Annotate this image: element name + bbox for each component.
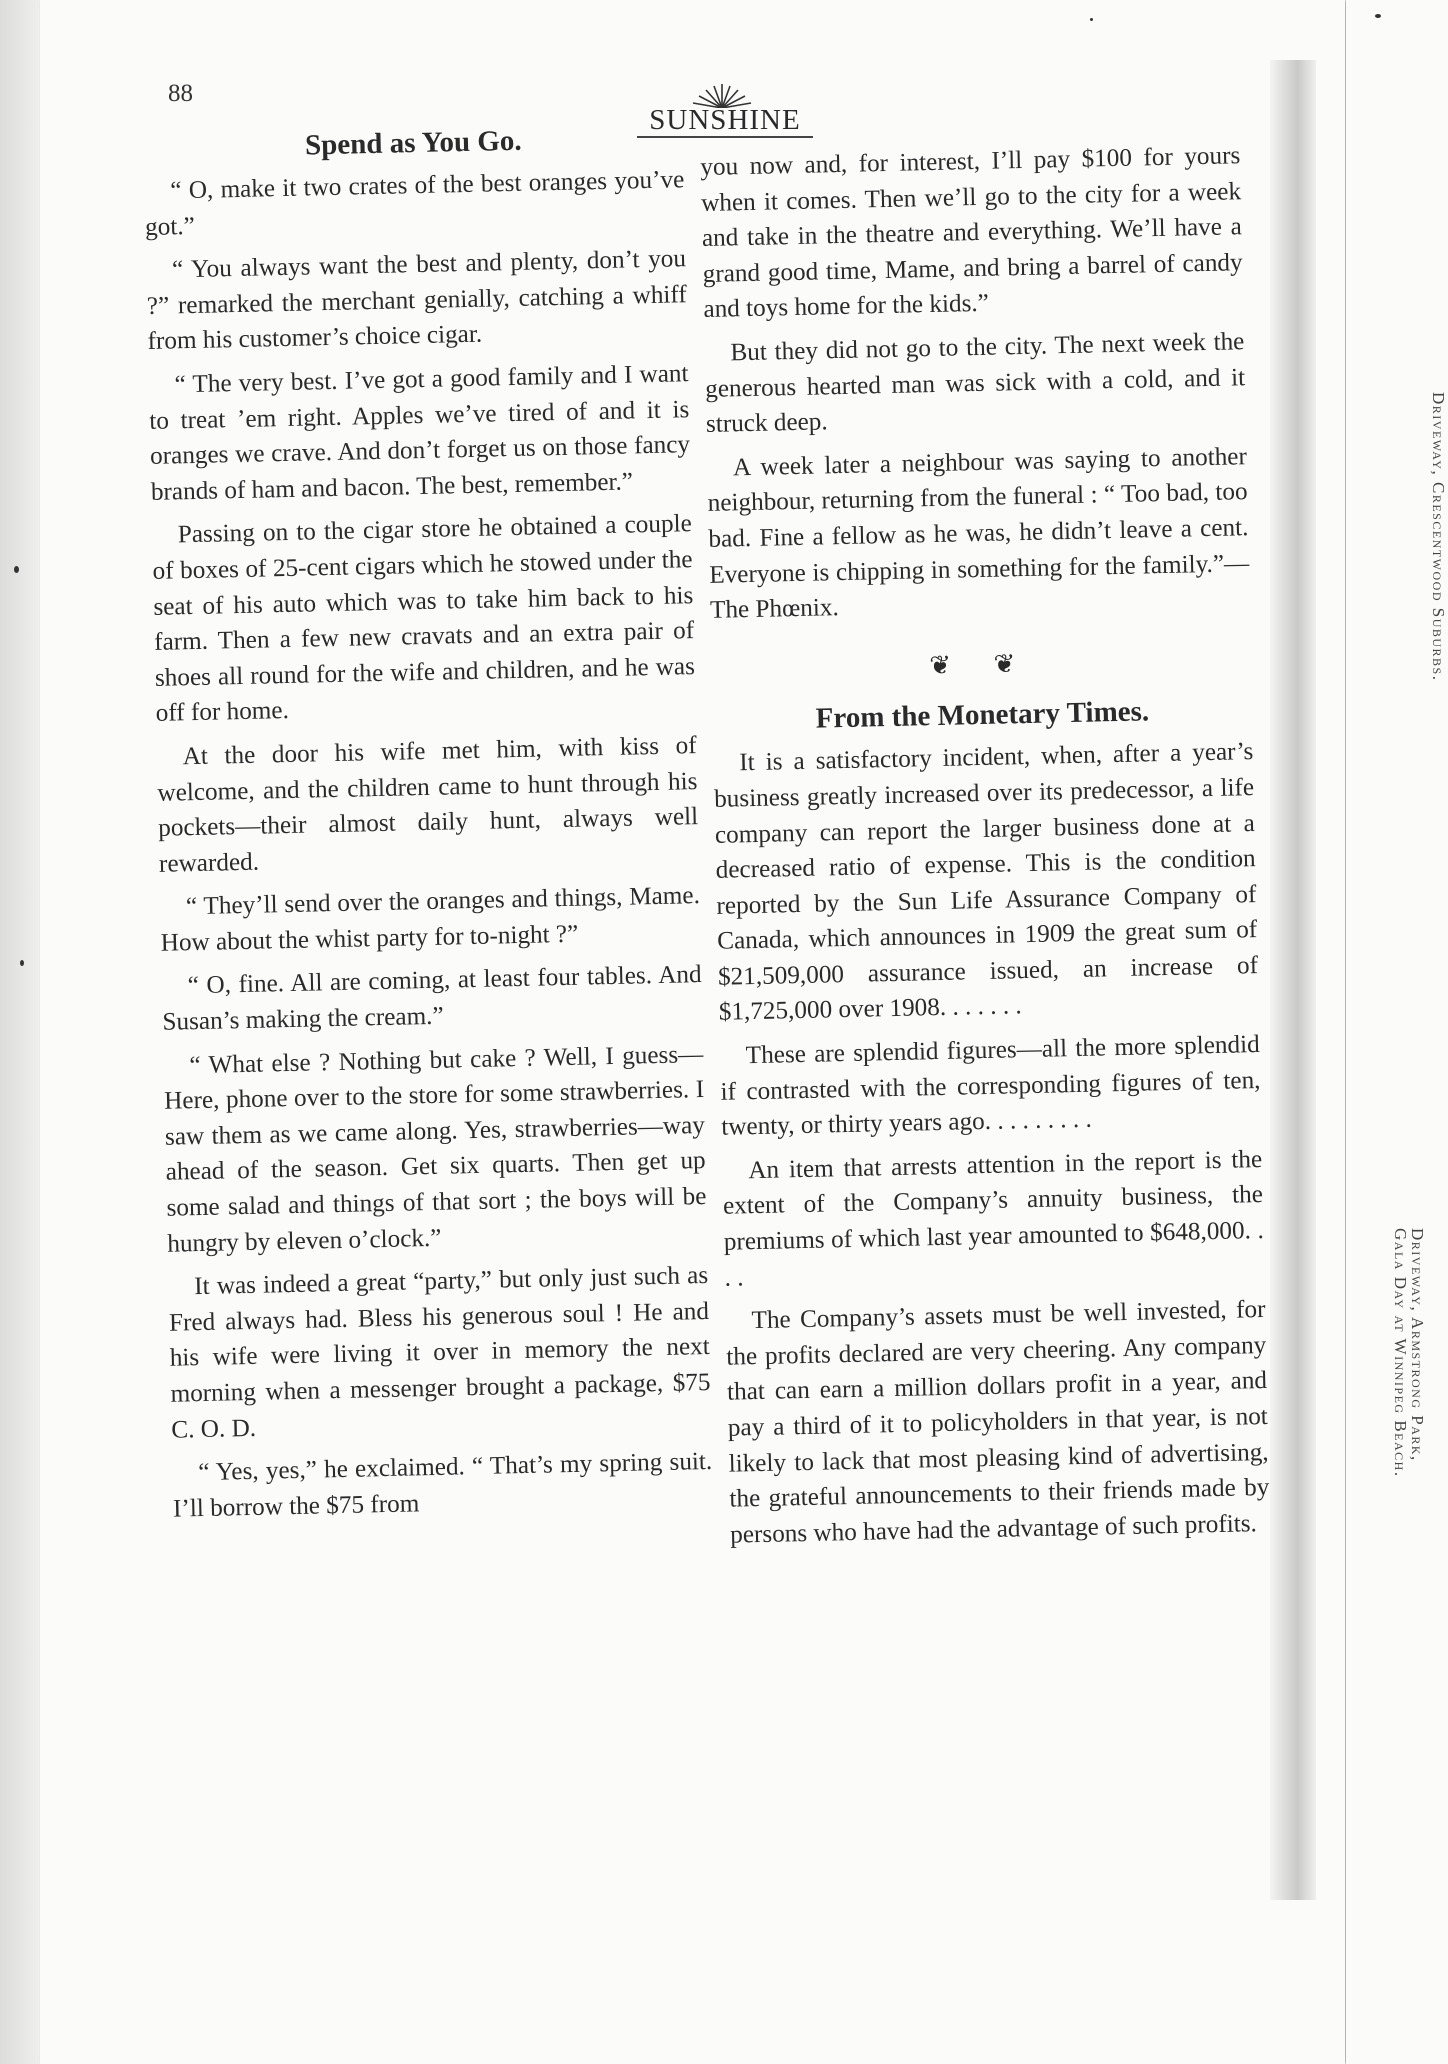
paragraph: “ They’ll send over the oranges and things, Mame. How about the whist party for to-night ?” (160, 882, 701, 957)
fleuron-ornament: ❦ ❦ (928, 648, 1034, 680)
paragraph: A week later a neighbour was saying to another neighbour, returning from the funeral : “ Too bad, too bad. Fine a fellow as he was, he didn’t leave a cent. Everyone is chipping in something for the family.”—The Phœnix. (707, 442, 1250, 625)
paragraph: An item that arrests attention in the report is the extent of the Company’s annuity business, the premiums of which last year amounted to $648,000. . . . (722, 1145, 1264, 1292)
left-column (143, 118, 714, 1535)
paragraph: “ What else ? Nothing but cake ? Well, I guess—Here, phone over to the store for some strawberries. I saw them as we came along. Yes, strawberries—way ahead of the season. Get six quarts. Then get up some salad and things of that sort ; the boys will be hungry by eleven o’clock.” (163, 1040, 707, 1258)
dust-speck (1375, 14, 1381, 18)
paragraph-continued: you now and, for interest, I’ll pay $100 for yours when it comes. Then we’ll go to the city for a week and take in the theatre and everything. We’ll have a grand good time, Mame, and bring a barrel of candy and toys home for the kids.” (700, 142, 1243, 324)
side-caption-winnipeg-beach: Gala Day at Winnipeg Beach. (1391, 1228, 1410, 1478)
paragraph: It is a satisfactory incident, when, after a year’s business greatly increased over its predecessor, a life company can report the larger business done at a decreased ratio of expense. This is the condition reported by the Sun Life Assurance Company of Canada, which announces in 1909 the great sum of $21,509,000 assurance issued, an increase of $1,725,000 over 1908. . . . . . . (713, 738, 1259, 1027)
paragraph: “ Yes, yes,” he exclaimed. “ That’s my spring suit. I’ll borrow the $75 from (172, 1448, 713, 1523)
paragraph: The Company’s assets must be well invested, for the profits declared are very cheering. Any company that can earn a million dollars profit in a year, and pay a third of it to policyholders in that year, is not likely to lack that most pleasing kind of advertising, the grateful announcements to their friends made by persons who have had the advantage of such profits. (726, 1296, 1270, 1549)
paragraph: Passing on to the cigar store he obtained a couple of boxes of 25-cent cigars which he stowed under the seat of his auto which was to take him back to his farm. Then a few new cravats and an extra pair of shoes all round for the wife and children, and he was off for home. (152, 510, 696, 728)
side-caption-crescentwood: Driveway, Crescentwood Suburbs. (1429, 392, 1448, 682)
paragraph: But they did not go to the city. The next week the generous hearted man was sick with a cold, and it struck deep. (704, 328, 1246, 439)
paragraph: “ You always want the best and plenty, don’t you ?” remarked the merchant genially, catching a whiff from his customer’s choice cigar. (146, 245, 688, 356)
facing-page-margin (1346, 0, 1448, 2064)
side-caption-armstrong-park: Driveway, Armstrong Park, (1408, 1228, 1427, 1462)
paragraph: “ O, fine. All are coming, at least four tables. And Susan’s making the cream.” (162, 961, 702, 1036)
right-column (700, 138, 1271, 1561)
page-number: 88 (168, 80, 193, 107)
dust-speck (1090, 18, 1093, 21)
scan-border (0, 0, 38, 2064)
paragraph: These are splendid figures—all the more splendid if contrasted with the corresponding figures of ten, twenty, or thirty years ago. . . . . . . . . (720, 1031, 1261, 1142)
paragraph: “ O, make it two crates of the best oranges you’ve got.” (144, 166, 685, 241)
dust-speck (20, 960, 24, 966)
article-heading-monetary-times: From the Monetary Times. (815, 695, 1150, 735)
masthead-title: SUNSHINE (649, 104, 801, 136)
dust-speck (14, 566, 19, 573)
paragraph: At the door his wife met him, with kiss of welcome, and the children came to hunt through his pockets—their almost daily hunt, always well rewarded. (157, 731, 699, 878)
paragraph: “ The very best. I’ve got a good family and I want to treat ’em right. Apples we’ve tired of and it is oranges we crave. And don’t forget us on those fancy brands of ham and bacon. The best, remember.” (149, 360, 691, 506)
paragraph: It was indeed a great “party,” but only just such as Fred always had. Bless his generous soul ! He and his wife were living it over in memory the next morning when a messenger brought a package, $75 C. O. D. (168, 1262, 711, 1444)
article-heading-spend: Spend as You Go. (304, 124, 522, 162)
page-spine (1270, 60, 1316, 1900)
